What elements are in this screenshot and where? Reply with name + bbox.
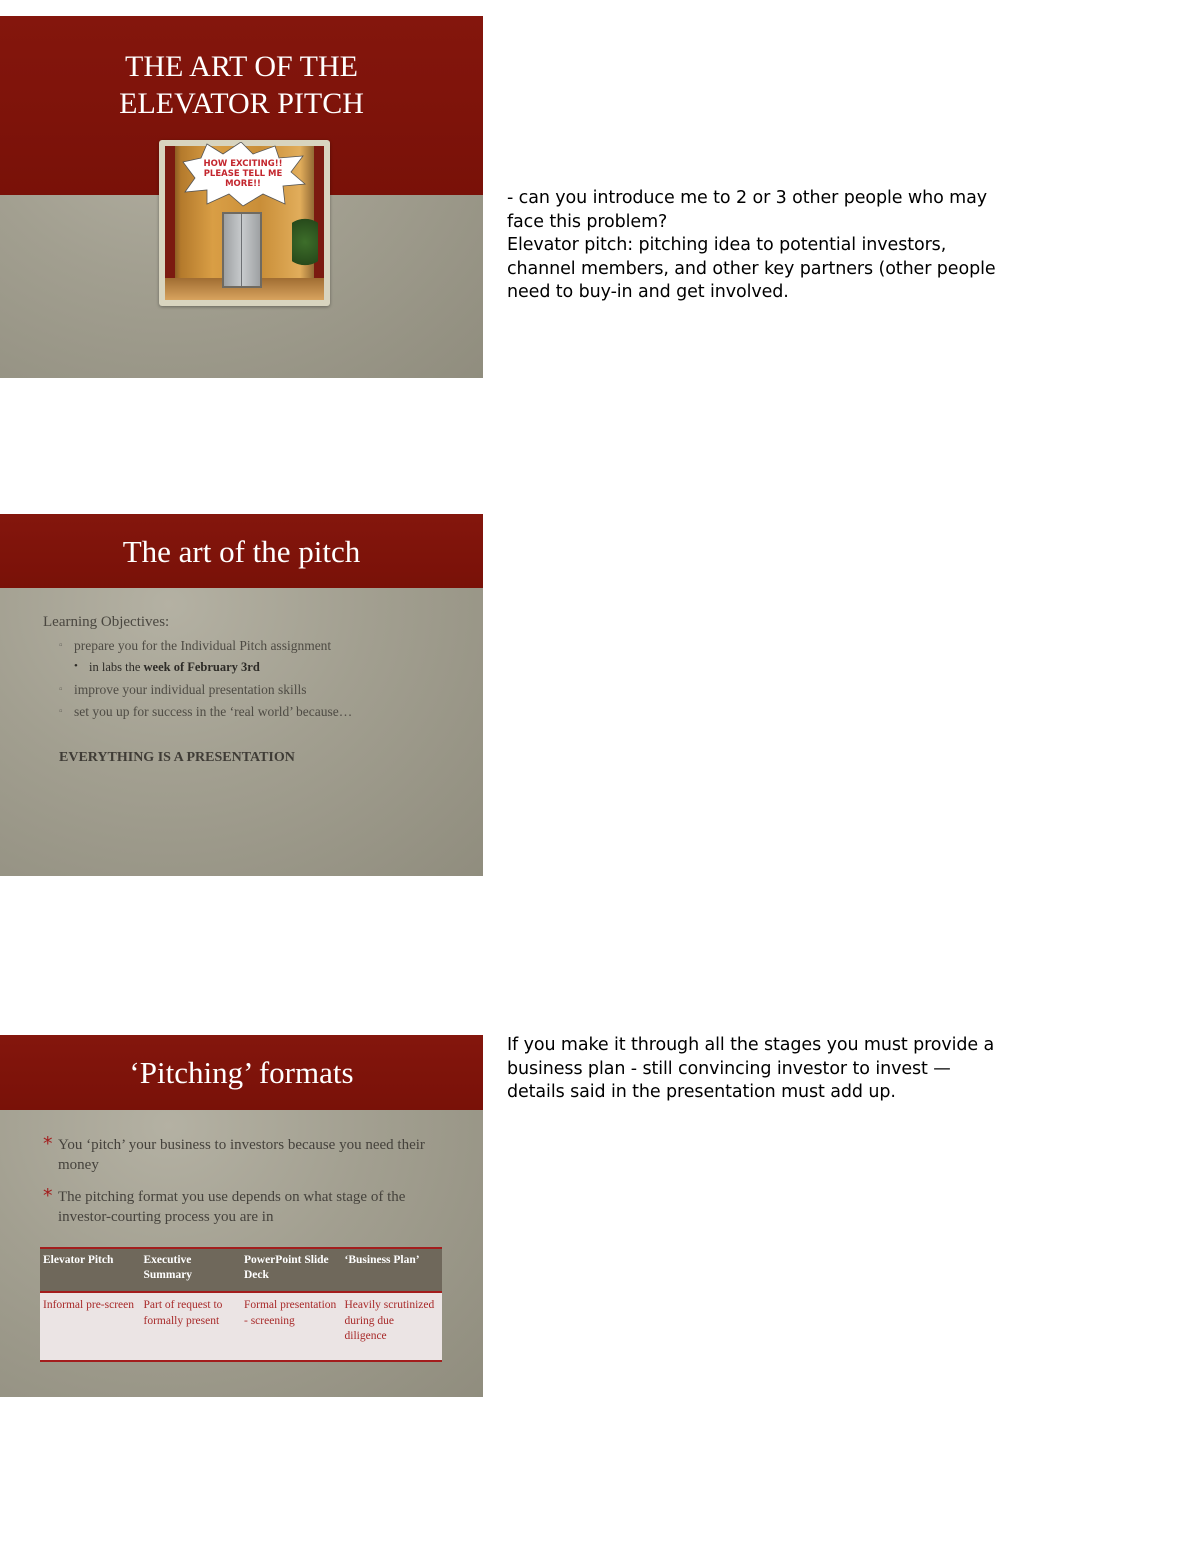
objective-item [59, 638, 352, 660]
asterisk-bullet-icon: * [43, 1133, 53, 1155]
table-header-cell: Executive Summary [141, 1248, 242, 1292]
objective-item [59, 682, 352, 704]
slide-1-title [0, 48, 483, 122]
notes-line: business plan - still convincing investor to invest — [507, 1058, 951, 1079]
elevator-photo [159, 140, 330, 306]
pitching-formats-table [40, 1247, 442, 1362]
table-header-row [40, 1248, 442, 1292]
slide-1-notes [507, 187, 1067, 305]
notes-line: channel members, and other key partners (other people [507, 258, 996, 279]
table-cell: Formal presentation - screening [241, 1292, 342, 1361]
sub-item-bold: week of February 3rd [143, 660, 260, 674]
elevator-door [222, 212, 262, 288]
slide-1 [0, 16, 483, 378]
speech-burst-line-3: MORE!! [225, 179, 261, 189]
plant-image [292, 218, 318, 278]
objectives-list [59, 638, 352, 726]
notes-line: If you make it through all the stages you must provide a [507, 1035, 995, 1055]
slide-3-bullets [43, 1135, 443, 1239]
table-header-cell: Elevator Pitch [40, 1248, 141, 1292]
slide-2 [0, 514, 483, 876]
slide-2-title: The art of the pitch [122, 534, 361, 569]
notes-line: face this problem? [507, 211, 668, 232]
closing-statement: EVERYTHING IS A PRESENTATION [59, 750, 295, 765]
table-header-cell: ‘Business Plan’ [342, 1248, 443, 1292]
speech-burst-line-2: PLEASE TELL ME [203, 169, 283, 179]
notes-line: - can you introduce me to 2 or 3 other people who may [507, 188, 988, 208]
slide-3 [0, 1035, 483, 1397]
sub-item-prefix: in labs the [89, 660, 144, 674]
table-cell: Informal pre-screen [40, 1292, 141, 1361]
slide-1-title-line-2: ELEVATOR PITCH [119, 87, 364, 120]
slide-1-title-line-1: THE ART OF THE [125, 50, 358, 83]
bullet-icon: ▫ [59, 640, 63, 651]
speech-burst-line-1: HOW EXCITING!! [203, 159, 283, 169]
speech-burst-text [179, 159, 307, 189]
objective-text: set you up for success in the ‘real world’ because… [74, 704, 353, 719]
photo-left-edge [165, 146, 175, 300]
asterisk-bullet-icon: * [43, 1185, 53, 1207]
bullet-icon: ▫ [59, 706, 63, 717]
slide-3-notes [507, 1034, 1067, 1105]
table-row [40, 1292, 442, 1361]
objective-text: prepare you for the Individual Pitch assignment [74, 638, 332, 653]
table-cell: Heavily scrutinized during due diligence [342, 1292, 443, 1361]
slide-3-title: ‘Pitching’ formats [129, 1055, 354, 1090]
notes-line: details said in the presentation must add up. [507, 1082, 896, 1102]
notes-line: Elevator pitch: pitching idea to potential investors, [507, 235, 947, 255]
objective-item [59, 704, 352, 726]
objective-sub-item [59, 660, 352, 682]
table-header-cell: PowerPoint Slide Deck [241, 1248, 342, 1292]
bullet-item [43, 1135, 443, 1175]
bullet-item [43, 1187, 443, 1227]
table-cell: Part of request to formally present [141, 1292, 242, 1361]
bullet-icon: ▫ [59, 684, 63, 695]
bullet-icon: • [74, 660, 78, 672]
objective-text: improve your individual presentation skills [74, 682, 307, 697]
notes-line: need to buy-in and get involved. [507, 282, 789, 302]
bullet-text: The pitching format you use depends on what stage of the investor-courting process you are in [58, 1189, 406, 1225]
bullet-text: You ‘pitch’ your business to investors because you need their money [58, 1137, 425, 1173]
objectives-heading: Learning Objectives: [43, 614, 170, 630]
